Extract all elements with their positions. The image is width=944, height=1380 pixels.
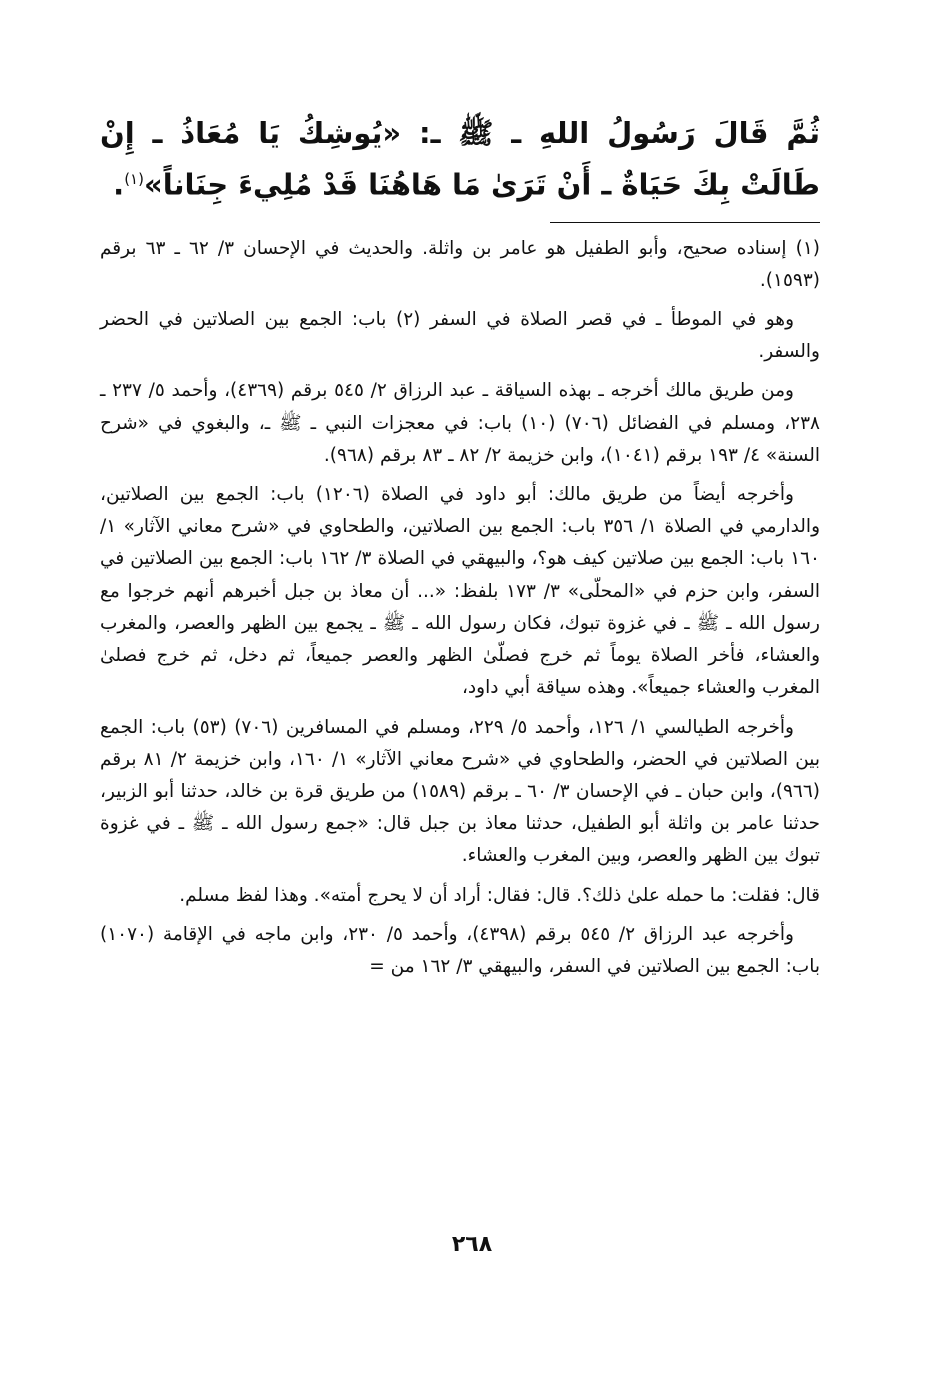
hadith-end-period: .: [113, 167, 125, 202]
hadith-text: [100, 110, 820, 208]
page-body: [100, 110, 820, 990]
footnote-paragraph: (١) إسناده صحيح، وأبو الطفيل هو عامر بن واثلة. والحديث في الإحسان ٣/ ٦٢ ـ ٦٣ برقم (١٥٩٣).: [100, 237, 820, 291]
footnote-paragraph: وأخرجه أيضاً من طريق مالك: أبو داود في الصلاة (١٢٠٦) باب: الجمع بين الصلاتين، والدارمي في الصلاة ١/ ٣٥٦ باب: الجمع بين الصلاتين، والطحاوي في «شرح معاني الآثار» ١/ ١٦٠ باب: الجمع بين صلاتين كيف هو؟، والبيهقي في الصلاة ٣/ ١٦٢ باب: الجمع بين الصلاتين في السفر، وابن حزم في «المحلّى» ٣/ ١٧٣ بلفظ: «... أن معاذ بن جبل أخبرهم أنهم خرجوا مع رسول الله ـ ﷺ ـ في غزوة تبوك، فكان رسول الله ـ ﷺ ـ يجمع بين الظهر والعصر، والمغرب والعشاء، فأخر الصلاة يوماً ثم خرج فصلّىٰ الظهر والعصر جميعاً، ثم دخل، ثم خرج فصلىٰ المغرب والعشاء جميعاً». وهذه سياقة أبي داود،: [100, 484, 820, 699]
footnote-paragraph: وأخرجه الطيالسي ١/ ١٢٦، وأحمد ٥/ ٢٢٩، ومسلم في المسافرين (٧٠٦) (٥٣) باب: الجمع بين الصلاتين في الحضر، والطحاوي في «شرح معاني الآثار» ١/ ١٦٠، وابن خزيمة ٢/ ٨١ برقم (٩٦٦)، وابن حبان ـ في الإحسان ٣/ ٦٠ ـ برقم (١٥٨٩) من طريق قرة بن خالد، حدثنا أبو الزبير، حدثنا عامر بن واثلة أبو الطفيل، حدثنا معاذ بن جبل قال: «جمع رسول الله ـ ﷺ ـ في غزوة تبوك بين الظهر والعصر، وبين المغرب والعشاء.: [100, 716, 821, 867]
footnote-marker: (١): [124, 170, 144, 188]
footnote-paragraph: وهو في الموطأ ـ في قصر الصلاة في السفر (٢) باب: الجمع بين الصلاتين في الحضر والسفر.: [100, 309, 820, 363]
footnotes: [100, 233, 820, 983]
footnote-paragraph: ومن طريق مالك أخرجه ـ بهذه السياقة ـ عبد الرزاق ٢/ ٥٤٥ برقم (٤٣٦٩)، وأحمد ٥/ ٢٣٧ ـ ٢٣٨، ومسلم في الفضائل (٧٠٦) (١٠) باب: في معجزات النبي ـ ﷺ ـ، والبغوي في «شرح السنة» ٤/ ١٩٣ برقم (١٠٤١)، وابن خزيمة ٢/ ٨٢ ـ ٨٣ برقم (٩٦٨).: [100, 380, 820, 466]
page-number: ٢٦٨: [451, 1232, 493, 1257]
hadith-main: ثُمَّ قَالَ رَسُولُ اللهِ ـ ﷺ ـ: «يُوشِكُ يَا مُعَاذُ ـ إِنْ طَالَتْ بِكَ حَيَاةٌ ـ أَنْ تَرَىٰ مَا هَاهُنَا قَدْ مُلِيءَ جِنَاناً»: [100, 116, 820, 202]
footnote-paragraph: قال: فقلت: ما حمله علىٰ ذلك؟. قال: فقال: أراد أن لا يحرج أمته». وهذا لفظ مسلم.: [179, 884, 820, 906]
footnote-separator: [550, 222, 820, 223]
footnote-paragraph: وأخرجه عبد الرزاق ٢/ ٥٤٥ برقم (٤٣٩٨)، وأحمد ٥/ ٢٣٠، وابن ماجه في الإقامة (١٠٧٠) باب: الجمع بين الصلاتين في السفر، والبيهقي ٣/ ١٦٢ من =: [100, 923, 820, 977]
